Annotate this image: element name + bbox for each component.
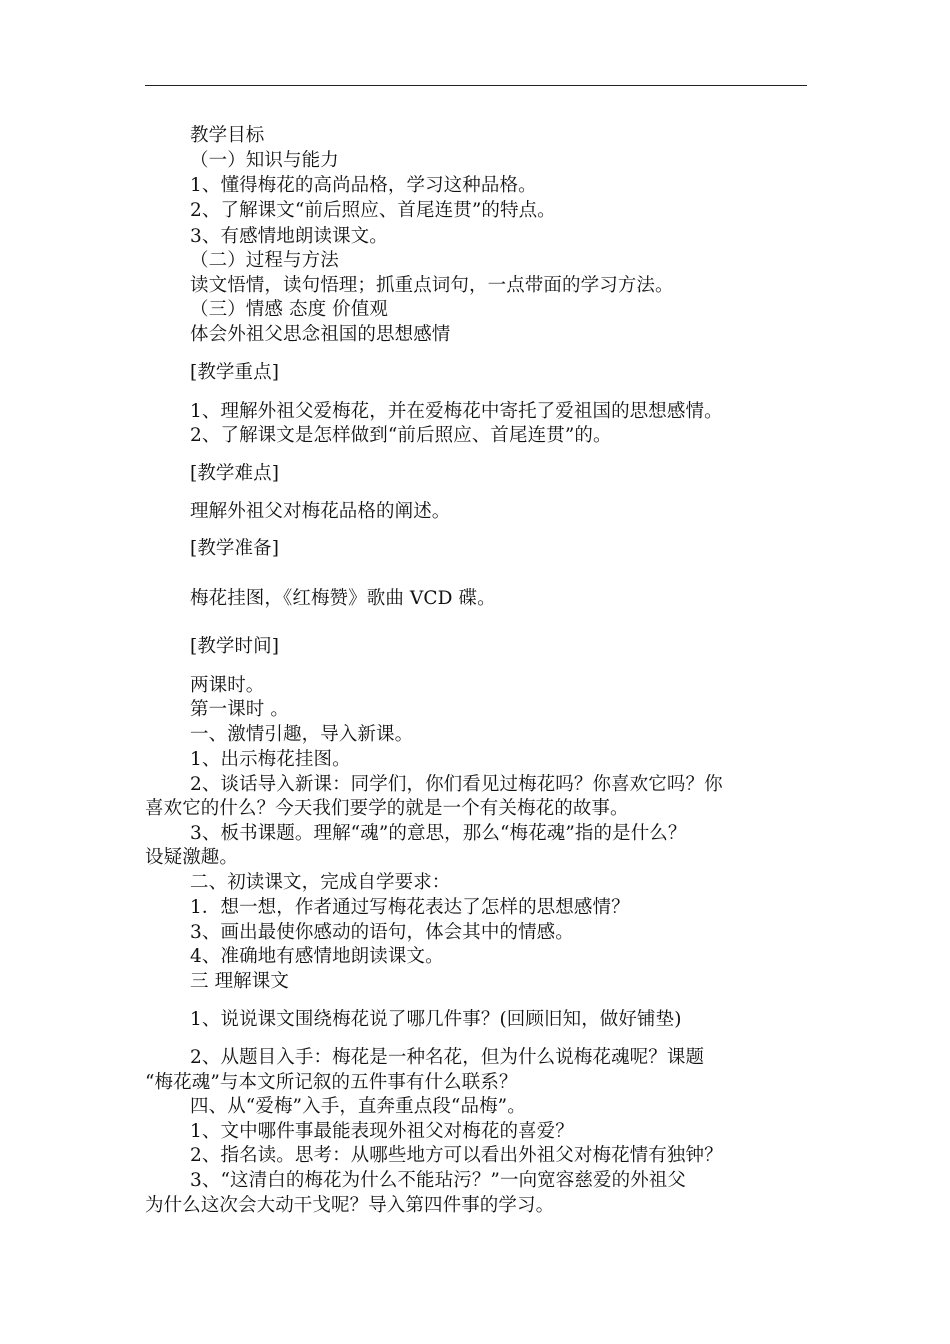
heading-preparation: [教学准备] (190, 538, 280, 559)
key-point-1: 1、理解外祖父爱梅花，并在爱梅花中寄托了爱祖国的思想感情。 (190, 401, 723, 422)
section-four-title: 四、从“爱梅”入手，直奔重点段“品梅”。 (190, 1096, 526, 1117)
section-two-title: 二、初读课文，完成自学要求： (190, 872, 451, 893)
section-three-item-2: 2、从题目入手：梅花是一种名花，但为什么说梅花魂呢？课题 (190, 1047, 705, 1068)
heading-teaching-goals: 教学目标 (190, 125, 265, 146)
key-point-2: 2、了解课文是怎样做到“前后照应、首尾连贯”的。 (190, 425, 612, 446)
heading-schedule: [教学时间] (190, 636, 280, 657)
section-three-item-1: 1、说说课文围绕梅花说了哪几件事？(回顾旧知，做好铺垫) (190, 1009, 682, 1030)
section-four-item-2: 2、指名读。思考：从哪些地方可以看出外祖父对梅花情有独钟？ (190, 1145, 723, 1166)
header-rule (145, 85, 807, 86)
subheading-process-method: （二）过程与方法 (190, 250, 339, 271)
goal-item-3: 3、有感情地朗读课文。 (190, 226, 388, 247)
section-four-item-1: 1、文中哪件事最能表现外祖父对梅花的喜爱？ (190, 1121, 574, 1142)
section-one-title: 一、激情引趣，导入新课。 (190, 724, 414, 745)
section-two-item-1: 1．想一想，作者通过写梅花表达了怎样的思想感情？ (190, 897, 630, 918)
section-three-title: 三 理解课文 (190, 971, 289, 992)
goal-item-1: 1、懂得梅花的高尚品格，学习这种品格。 (190, 175, 537, 196)
lesson-one-title: 第一课时 。 (190, 699, 289, 720)
section-one-item-3: 3、板书课题。理解“魂”的意思，那么“梅花魂”指的是什么？ (190, 823, 687, 844)
section-one-item-3-cont: 设疑激趣。 (145, 847, 239, 868)
heading-difficulties: [教学难点] (190, 463, 280, 484)
subheading-emotion-values: （三）情感 态度 价值观 (190, 299, 388, 320)
heading-key-points: [教学重点] (190, 362, 280, 383)
section-four-item-3: 3、“这清白的梅花为什么不能玷污？”一向宽容慈爱的外祖父 (190, 1170, 686, 1191)
section-three-item-2-cont: “梅花魂”与本文所记叙的五件事有什么联系？ (145, 1072, 518, 1093)
method-text: 读文悟情，读句悟理；抓重点词句，一点带面的学习方法。 (190, 275, 674, 296)
section-one-item-1: 1、出示梅花挂图。 (190, 749, 351, 770)
preparation-text: 梅花挂图，《红梅赞》歌曲 VCD 碟。 (190, 588, 496, 609)
section-one-item-2-cont: 喜欢它的什么？今天我们要学的就是一个有关梅花的故事。 (145, 798, 629, 819)
section-four-item-3-cont: 为什么这次会大动干戈呢？导入第四件事的学习。 (145, 1195, 555, 1216)
schedule-text: 两课时。 (190, 675, 265, 696)
section-two-item-4: 4、准确地有感情地朗读课文。 (190, 946, 444, 967)
emotion-text: 体会外祖父思念祖国的思想感情 (190, 324, 451, 345)
section-one-item-2: 2、谈话导入新课：同学们，你们看见过梅花吗？你喜欢它吗？你 (190, 774, 723, 795)
subheading-knowledge-ability: （一）知识与能力 (190, 150, 339, 171)
goal-item-2: 2、了解课文“前后照应、首尾连贯”的特点。 (190, 200, 556, 221)
difficulty-text: 理解外祖父对梅花品格的阐述。 (190, 501, 451, 522)
section-two-item-3: 3、画出最使你感动的语句，体会其中的情感。 (190, 922, 574, 943)
